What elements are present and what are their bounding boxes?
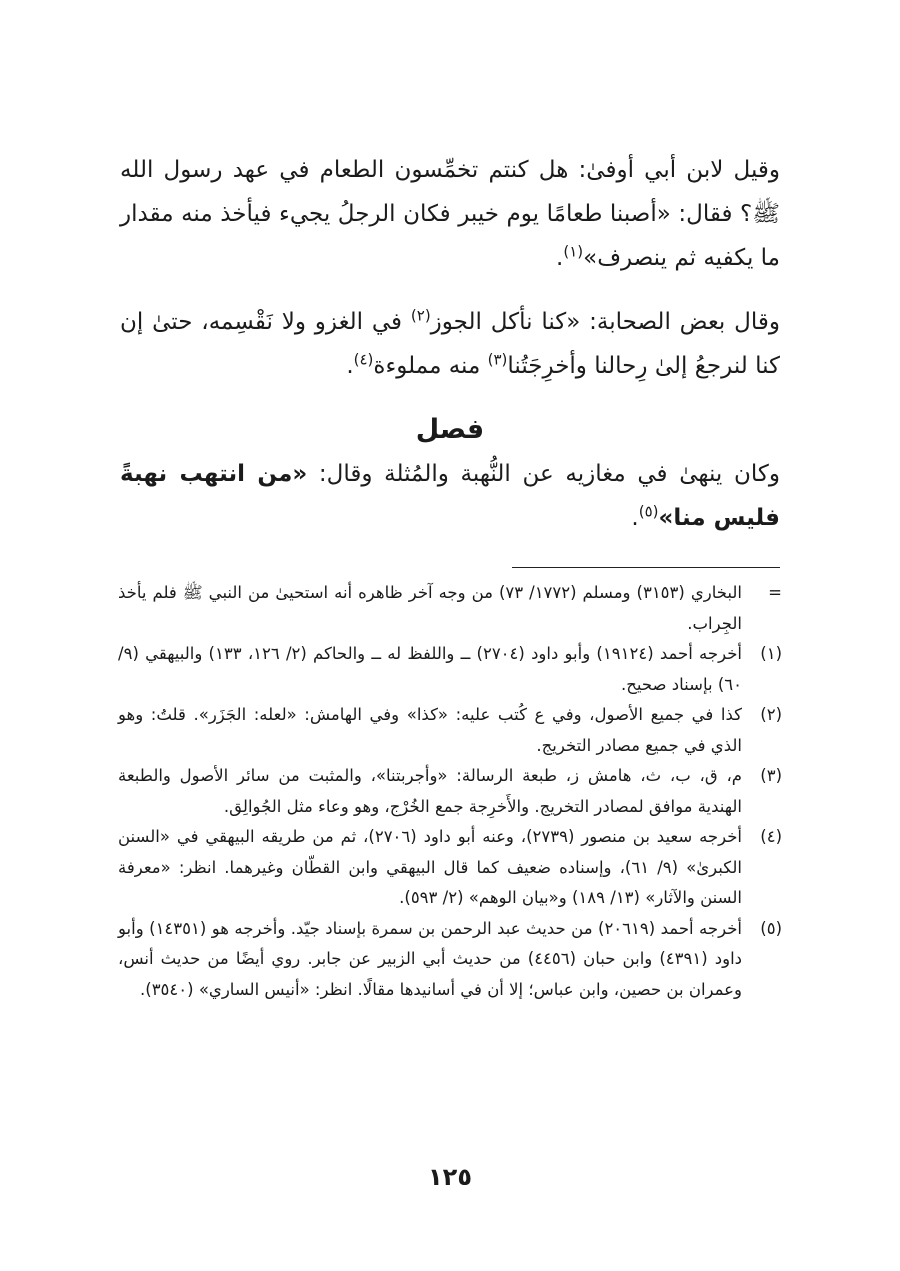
paragraph-3 [120, 452, 780, 540]
footnote-marker: (٤) [760, 827, 782, 846]
footnote-text: أخرجه أحمد (١٩١٢٤) وأبو داود (٢٧٠٤) ــ واللفظ له ــ والحاكم (٢/ ١٢٦، ١٣٣) والبيهقي (٩/ ٦٠) بإسناد صحيح. [118, 644, 742, 694]
footnote-4 [118, 822, 782, 914]
paragraph-2-text-c: منه مملوءة [373, 353, 488, 379]
footnote-text: أخرجه أحمد (٢٠٦١٩) من حديث عبد الرحمن بن سمرة بإسناد جيّد. وأخرجه هو (١٤٣٥١) وأبو داود (٤٣٩١) وابن حبان (٤٤٥٦) من حديث أبي الزبير عن جابر. روي أيضًا من حديث أنس، وعمران بن حصين، وابن عباس؛ إلا أن في أسانيدها مقالًا. انظر: «أنيس الساري» (٣٥٤٠). [118, 918, 742, 999]
footnote-continued [118, 578, 782, 639]
paragraph-3-text: وكان ينهىٰ في مغازيه عن النُّهبة والمُثلة وقال: [307, 461, 780, 487]
footnote-marker: (٣) [760, 766, 782, 785]
footnote-ref-4[interactable]: (٤) [353, 350, 374, 369]
footnote-text: كذا في جميع الأصول، وفي ع كُتب عليه: «كذا» وفي الهامش: «لعله: الجَزَر». قلتُ: وهو الذي في جميع مصادر التخريج. [118, 705, 742, 755]
paragraph-2-end: . [346, 353, 354, 379]
footnote-text: البخاري (٣١٥٣) ومسلم (١٧٧٢/ ٧٣) من وجه آخر ظاهره أنه استحيىٰ من النبي ﷺ فلم يأخذ الجِراب. [118, 583, 742, 633]
footnote-5 [118, 914, 782, 1006]
paragraph-2-text-a: وقال بعض الصحابة: «كنا نأكل الجوز [430, 309, 780, 335]
footnote-marker: (٥) [760, 918, 782, 938]
footnotes-section [118, 578, 782, 1005]
paragraph-3-end: . [631, 505, 639, 531]
footnote-ref-1[interactable]: (١) [563, 242, 584, 261]
paragraph-1-text: وقيل لابن أبي أوفىٰ: هل كنتم تخمِّسون الطعام في عهد رسول الله ﷺ؟ فقال: «أصبنا طعامًا يوم خيبر فكان الرجلُ يجيء فيأخذ منه مقدار ما يكفيه ثم ينصرف» [120, 157, 780, 271]
page-number: ١٢٥ [428, 1163, 472, 1191]
footnote-ref-5[interactable]: (٥) [638, 502, 659, 521]
paragraph-2 [120, 300, 780, 388]
footnote-2 [118, 700, 782, 761]
footnote-3 [118, 761, 782, 822]
paragraph-1 [120, 148, 780, 280]
footnote-1 [118, 639, 782, 700]
footnote-marker: (٢) [760, 705, 782, 724]
footnote-ref-2[interactable]: (٢) [410, 306, 431, 325]
paragraph-1-end: . [556, 245, 564, 271]
section-heading: فصل [415, 414, 485, 445]
footnote-text: أخرجه سعيد بن منصور (٢٧٣٩)، وعنه أبو داود (٢٧٠٦)، ثم من طريقه البيهقي في «السنن الكبرىٰ» (٩/ ٦١)، وإسناده ضعيف كما قال البيهقي وابن القطّان وغيرهما. انظر: «معرفة السنن والآثار» (١٣/ ١٨٩) و«بيان الوهم» (٢/ ٥٩٣). [118, 827, 743, 907]
footnote-separator [512, 567, 780, 568]
footnote-marker: = [768, 583, 782, 602]
footnote-text: م، ق، ب، ث، هامش ز، طبعة الرسالة: «وأجربتنا»، والمثبت من سائر الأصول والطبعة الهندية موافق لمصادر التخريج. والأَخرِجة جمع الخُرْج، وهو وعاء مثل الجُوالِق. [118, 766, 742, 816]
hadith-quote: «من انتهب نهبةً فليس منا» [120, 461, 780, 531]
footnote-marker: (١) [760, 644, 782, 663]
paragraph-2-text-b: في الغزو ولا نَقْسِمه، حتىٰ إن كنا لنرجعُ إلىٰ رِحالنا وأخرِجَتُنا [120, 309, 780, 379]
footnote-ref-3[interactable]: (٣) [487, 350, 508, 369]
